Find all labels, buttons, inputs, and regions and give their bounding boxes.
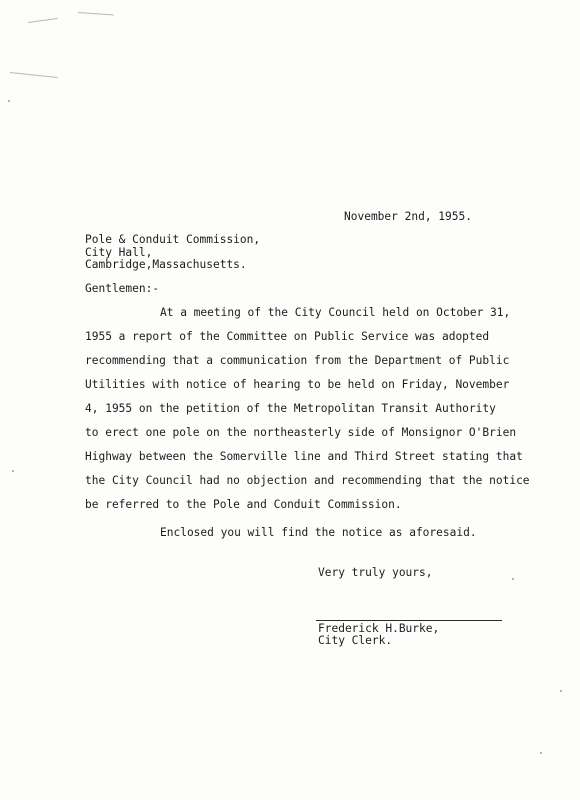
scan-mark [10,72,58,78]
address-line: Cambridge,Massachusetts. [85,258,247,271]
body-line: to erect one pole on the northeasterly side of Monsignor O'Brien [85,426,517,439]
body-line: recommending that a communication from the Department of Public [85,354,510,367]
scan-speck [560,690,562,692]
body-line: 1955 a report of the Committee on Public Service was adopted [85,330,490,343]
address-line: City Hall, [85,246,153,259]
body-line: 4, 1955 on the petition of the Metropolitan Transit Authority [85,402,496,415]
scan-speck [12,470,14,472]
signature-title: City Clerk. [318,634,393,647]
signature-name: Frederick H.Burke, [318,622,440,635]
signature-line [316,620,502,621]
body-line: the City Council had no objection and recommending that the notice [85,474,530,487]
body-line: Utilities with notice of hearing to be held on Friday, November [85,378,510,391]
salutation: Gentlemen:- [85,282,160,295]
body-line: be referred to the Pole and Conduit Commission. [85,498,402,511]
body-line: At a meeting of the City Council held on October 31, [160,306,511,319]
address-line: Pole & Conduit Commission, [85,233,261,246]
closing: Very truly yours, [318,566,433,579]
enclosure-sentence: Enclosed you will find the notice as aforesaid. [160,526,477,539]
body-line: Highway between the Somerville line and Third Street stating that [85,450,523,463]
scan-speck [8,100,10,102]
scan-speck [512,578,514,580]
scan-mark [28,18,58,23]
scan-mark [78,12,114,16]
letter-date: November 2nd, 1955. [344,210,472,223]
scan-speck [540,752,542,754]
